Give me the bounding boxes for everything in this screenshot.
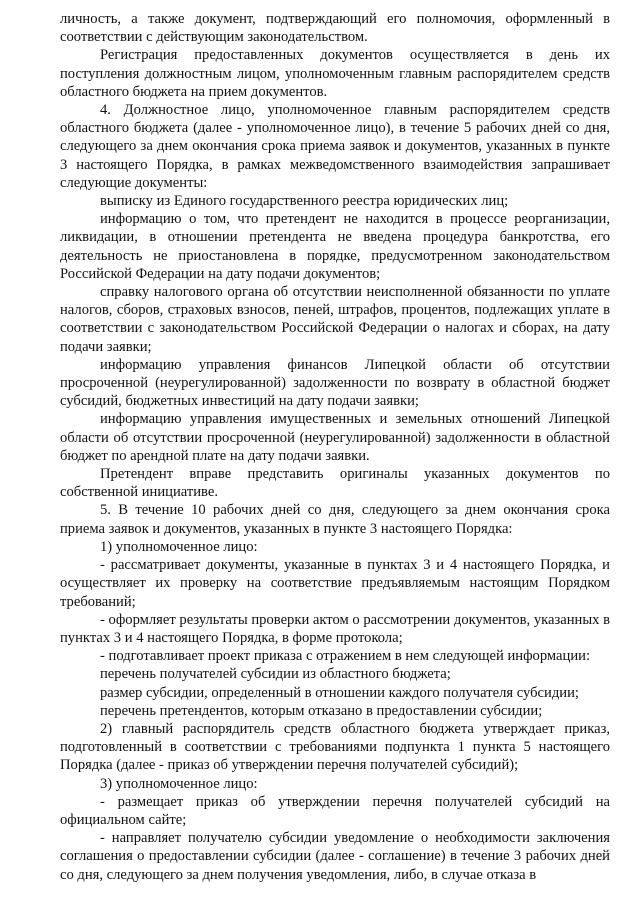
paragraph-17: перечень претендентов, которым отказано в предоставлении субсидии; — [100, 702, 543, 719]
paragraph-15: перечень получателей субсидии из областного бюджета; — [100, 666, 451, 683]
paragraph-6: справку налогового органа об отсутствии неисполненной обязанности по уплате налогов, сборов, страховых взносов, пеней, штрафов, процентов, подлежащих уплате в соответствии с законодательством Российской Федерации о налогах и сборах, на дату подачи заявки; — [60, 284, 610, 355]
document-page — [60, 10, 610, 884]
paragraph-16: размер субсидии, определенный в отношении каждого получателя субсидии; — [100, 684, 579, 701]
paragraph-4: выписку из Единого государственного реестра юридических лиц; — [100, 193, 509, 210]
paragraph-10: 5. В течение 10 рабочих дней со дня, следующего за днем окончания срока приема заявок и документов, указанных в пункте 3 настоящего Порядка: — [60, 502, 610, 537]
paragraph-21: - направляет получателю субсидии уведомление о необходимости заключения соглашения о предоставлении субсидии (далее - соглашение) в течение 3 рабочих дней со дня, следующего за днем получения уведомления, либо, в случае отказа в — [60, 830, 610, 883]
paragraph-13: - оформляет результаты проверки актом о рассмотрении документов, указанных в пунктах 3 и 4 настоящего Порядка, в форме протокола; — [60, 611, 610, 646]
paragraph-19: 3) уполномоченное лицо: — [100, 775, 258, 792]
paragraph-11: 1) уполномоченное лицо: — [100, 538, 258, 555]
paragraph-3: 4. Должностное лицо, уполномоченное главным распорядителем средств областного бюджета (далее - уполномоченное лицо), в течение 5 рабочих дней со дня, следующего за днем окончания срока приема заявок и документов, указанных в пункте 3 настоящего Порядка, в рамках межведомственного взаимодействия запрашивает следующие документы: — [60, 102, 610, 191]
paragraph-9: Претендент вправе представить оригиналы указанных документов по собственной инициативе. — [60, 466, 610, 501]
paragraph-7: информацию управления финансов Липецкой области об отсутствии просроченной (неурегулированной) задолженности по возврату в областной бюджет субсидий, бюджетных инвестиций на дату подачи заявки; — [60, 356, 610, 410]
paragraph-20: - размещает приказ об утверждении перечня получателей субсидий на официальном сайте; — [60, 793, 610, 828]
paragraph-2: Регистрация предоставленных документов осуществляется в день их поступления должностным лицом, уполномоченным главным распорядителем средств областного бюджета на прием документов. — [60, 47, 610, 100]
paragraph-8: информацию управления имущественных и земельных отношений Липецкой области об отсутствии просроченной (неурегулированной) задолженности в областной бюджет по арендной плате на дату подачи заявки. — [60, 411, 610, 464]
paragraph-1: личность, а также документ, подтверждающий его полномочия, оформленный в соответствии с действующим законодательством. — [60, 11, 610, 46]
paragraph-14: - подготавливает проект приказа с отражением в нем следующей информации: — [100, 648, 590, 665]
paragraph-12: - рассматривает документы, указанные в пунктах 3 и 4 настоящего Порядка, и осуществляет их проверку на соответствие предъявляемым настоящим Порядком требований; — [60, 557, 610, 610]
paragraph-18: 2) главный распорядитель средств областного бюджета утверждает приказ, подготовленный в соответствии с требованиями подпункта 1 пункта 5 настоящего Порядка (далее - приказ об утверждении перечня получателей субсидий); — [60, 720, 610, 774]
paragraph-5: информацию о том, что претендент не находится в процессе реорганизации, ликвидации, в отношении претендента не введена процедура банкротства, его деятельность не приостановлена в порядке, предусмотренном законодательством Российской Федерации на дату подачи документов; — [60, 211, 610, 282]
